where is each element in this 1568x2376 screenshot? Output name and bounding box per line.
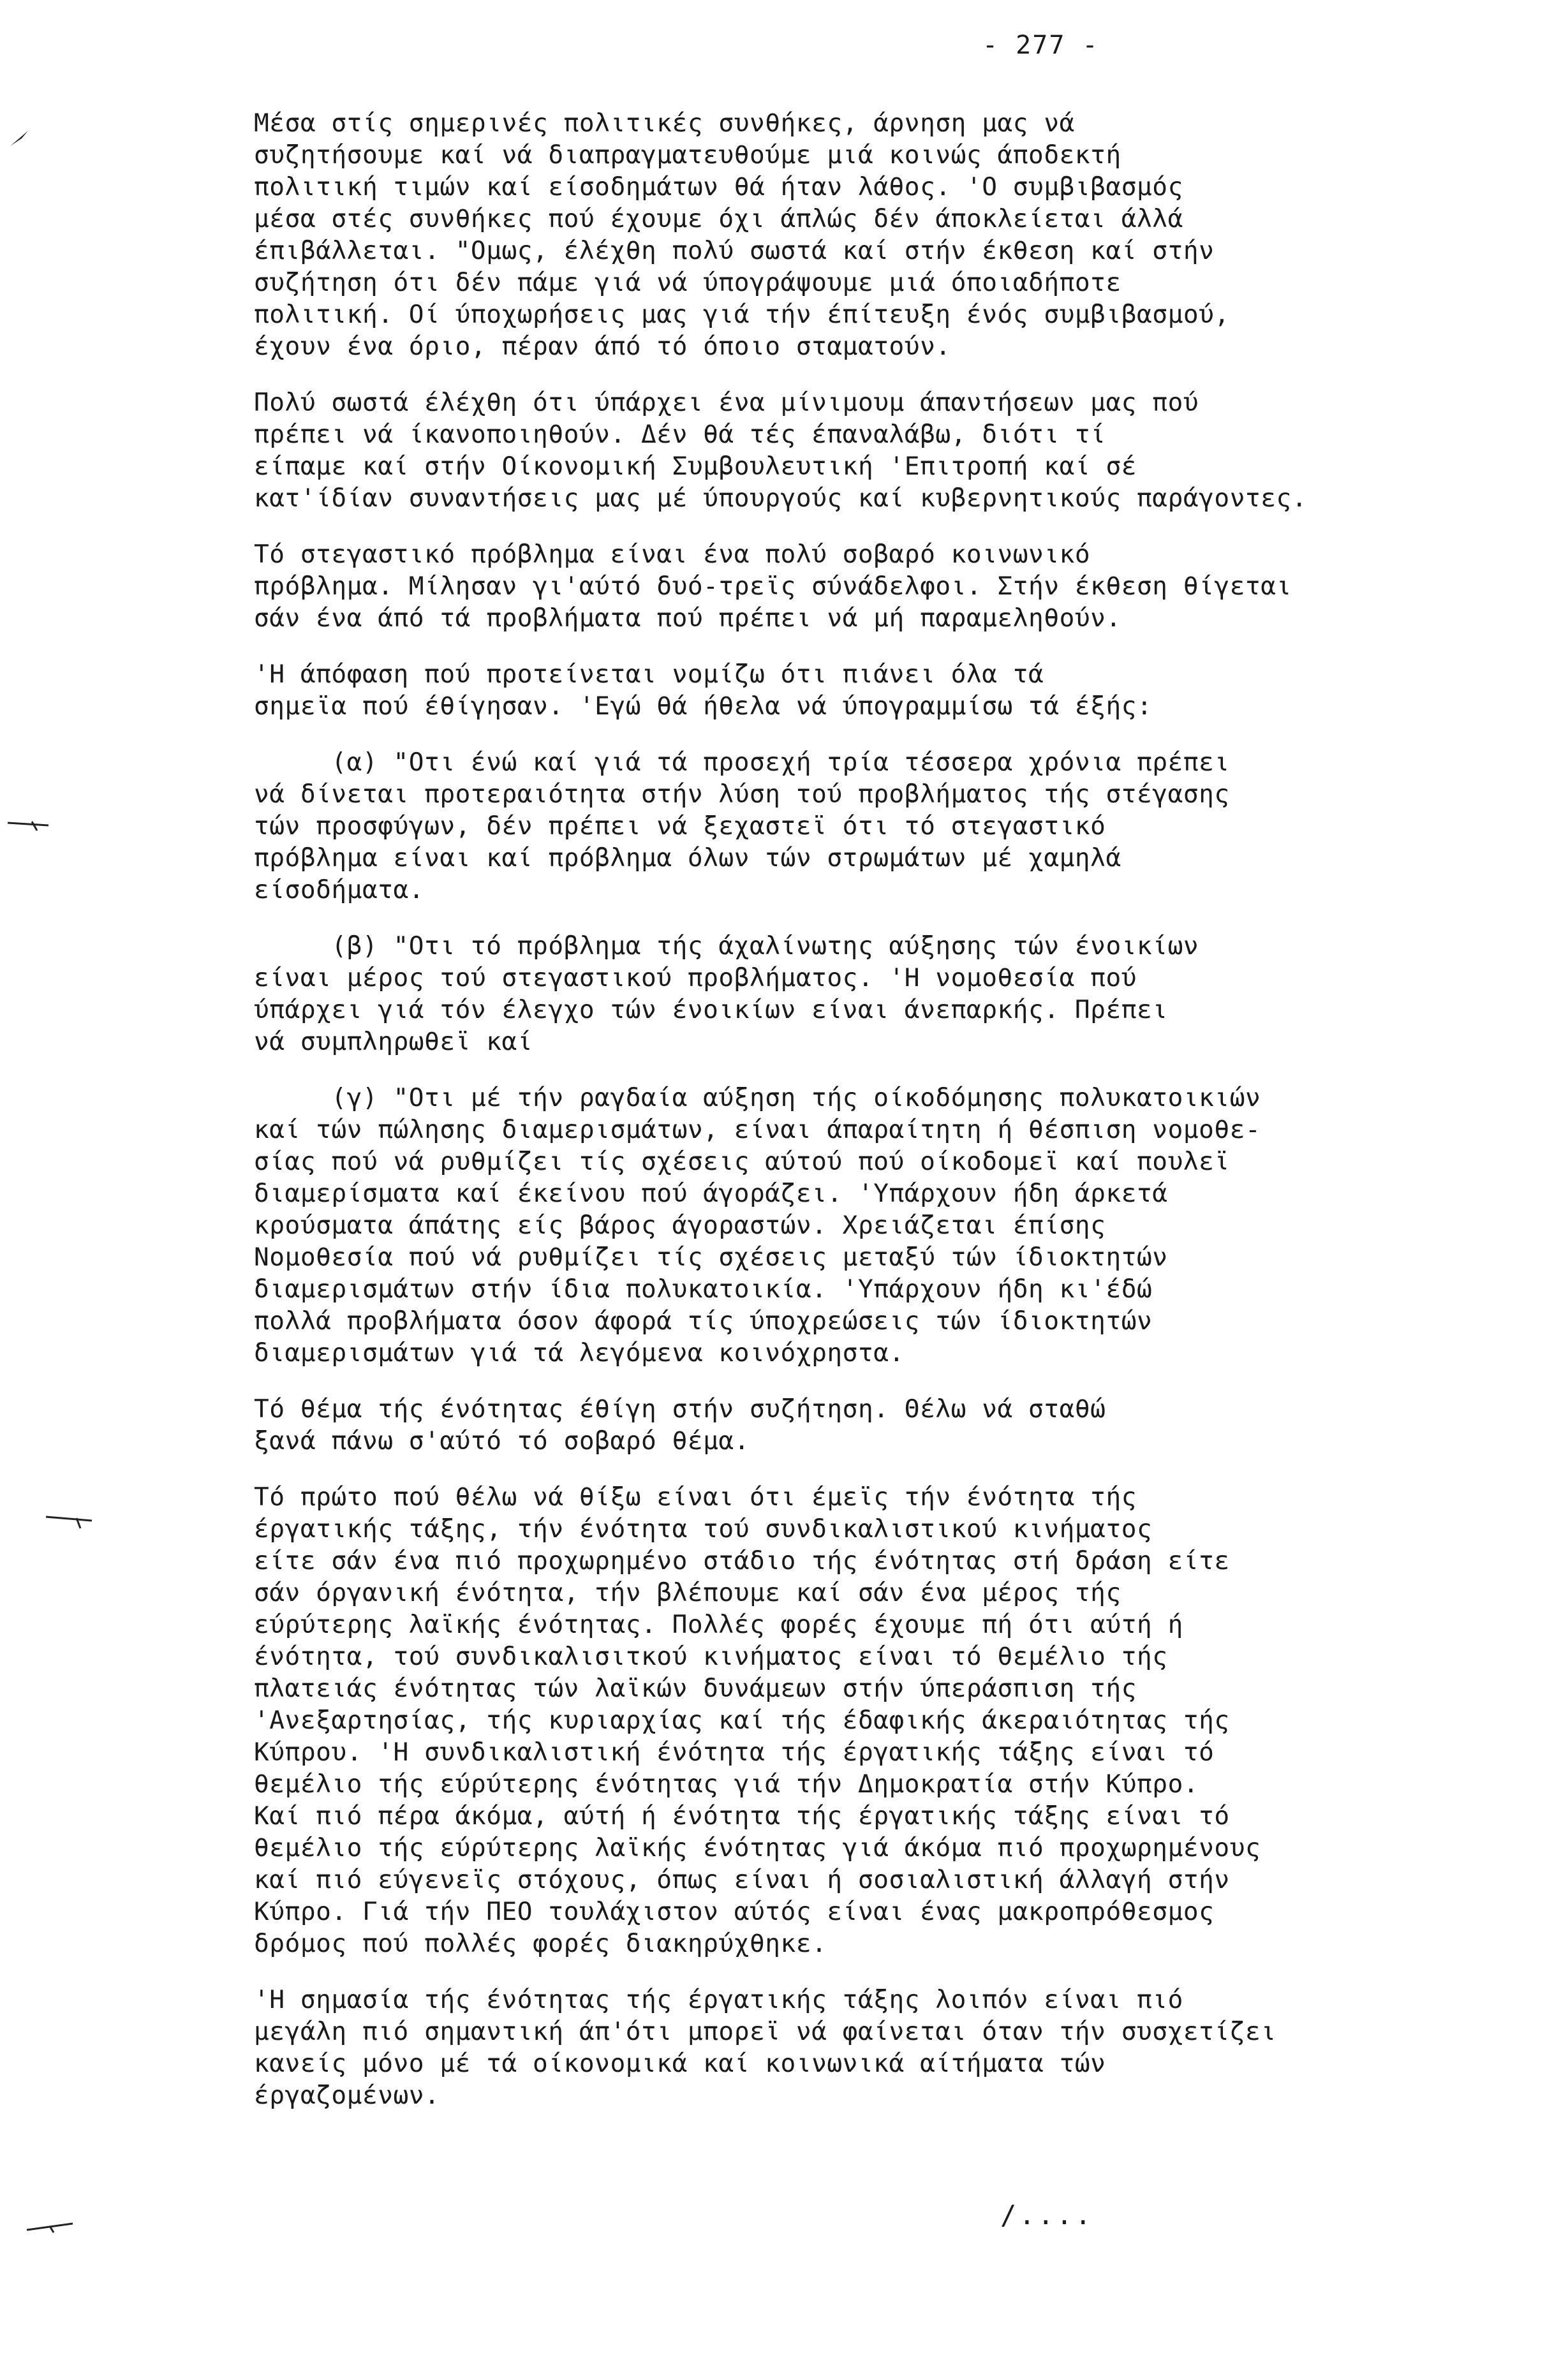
text-line: Τό στεγαστικό πρόβλημα είναι ένα πολύ σοβαρό κοινωνικό — [254, 540, 1091, 569]
text-line: είναι μέρος τού στεγαστικού προβλήματος. 'Η νομοθεσία πού — [254, 963, 1137, 992]
margin-tick-mark-1 — [8, 124, 33, 150]
text-line: είσοδήματα. — [254, 875, 425, 904]
text-line: Τό πρώτο πού θέλω νά θίξω είναι ότι έμεϊς τήν ένότητα τής — [254, 1482, 1137, 1512]
text-line: θεμέλιο τής εύρύτερης ένότητας γιά τήν Δημοκρατία στήν Κύπρο. — [254, 1769, 1199, 1799]
text-line: πρόβλημα. Μίλησαν γι'αύτό δυό-τρεϊς σύνάδελφοι. Στήν έκθεση θίγεται — [254, 572, 1292, 601]
text-line: 'Ανεξαρτησίας, τής κυριαρχίας καί τής έδαφικής άκεραιότητας τής — [254, 1706, 1230, 1735]
text-line: 'Η σημασία τής ένότητας τής έργατικής τάξης λοιπόν είναι πιό — [254, 1985, 1183, 2014]
paragraph — [254, 538, 1555, 634]
text-line: έπιβάλλεται. "Ομως, έλέχθη πολύ σωστά καί στήν έκθεση καί στήν — [254, 236, 1215, 265]
paragraph — [254, 1481, 1555, 1959]
paragraph-item-c — [254, 1082, 1555, 1369]
text-line: συζητήσουμε καί νά διαπραγματευθούμε μιά κοινώς άποδεκτή — [254, 140, 1121, 170]
text-line: πολιτική. Οί ύποχωρήσεις μας γιά τήν έπίτευξη ένός συμβιβασμού, — [254, 300, 1230, 329]
text-line: πρόβλημα είναι καί πρόβλημα όλων τών στρωμάτων μέ χαμηλά — [254, 843, 1121, 873]
text-line: διαμερίσματα καί έκείνου πού άγοράζει. 'Υπάρχουν ήδη άρκετά — [254, 1179, 1168, 1208]
paragraph — [254, 107, 1555, 362]
text-line: εύρύτερης λαϊκής ένότητας. Πολλές φορές έχουμε πή ότι αύτή ή — [254, 1610, 1183, 1639]
text-line: πλατειάς ένότητας τών λαϊκών δυνάμεων στήν ύπεράσπιση τής — [254, 1674, 1137, 1703]
text-line: θεμέλιο τής εύρύτερης λαϊκής ένότητας γιά άκόμα πιό προχωρημένους — [254, 1833, 1261, 1863]
text-line: κανείς μόνο μέ τά οίκονομικά καί κοινωνικά αίτήματα τών — [254, 2049, 1106, 2078]
text-line: καί πιό εύγενεϊς στόχους, όπως είναι ή σοσιαλιστική άλλαγή στήν — [254, 1865, 1230, 1894]
text-line: σίας πού νά ρυθμίζει τίς σχέσεις αύτού πού οίκοδομεϊ καί πουλεϊ — [254, 1147, 1230, 1176]
text-line: Μέσα στίς σημερινές πολιτικές συνθήκες, άρνηση μας νά — [254, 108, 1075, 138]
margin-tick-mark-2 — [6, 815, 51, 834]
text-line: Κύπρου. 'Η συνδικαλιστική ένότητα τής έργατικής τάξης είναι τό — [254, 1738, 1215, 1767]
paragraph-item-b — [254, 930, 1555, 1058]
document-body — [254, 107, 1555, 2136]
text-line: (α) "Οτι ένώ καί γιά τά προσεχή τρία τέσσερα χρόνια πρέπει — [254, 748, 1230, 777]
text-line: ξανά πάνω σ'αύτό τό σοβαρό θέμα. — [254, 1426, 750, 1456]
text-line: ύπάρχει γιά τόν έλεγχο τών ένοικίων είναι άνεπαρκής. Πρέπει — [254, 995, 1168, 1024]
text-line: έχουν ένα όριο, πέραν άπό τό όποιο σταματούν. — [254, 332, 951, 361]
text-line: τών προσφύγων, δέν πρέπει νά ξεχαστεϊ ότι τό στεγαστικό — [254, 811, 1106, 841]
text-line: σάν όργανική ένότητα, τήν βλέπουμε καί σάν ένα μέρος τής — [254, 1578, 1121, 1607]
text-line: καί τών πώλησης διαμερισμάτων, είναι άπαραίτητη ή θέσπιση νομοθε- — [254, 1115, 1261, 1144]
text-line: συζήτηση ότι δέν πάμε γιά νά ύπογράψουμε μιά όποιαδήποτε — [254, 268, 1121, 297]
paragraph-item-a — [254, 746, 1555, 906]
text-line: νά συμπληρωθεϊ καί — [254, 1027, 533, 1056]
paragraph — [254, 1393, 1555, 1457]
page-number: - 277 - — [982, 31, 1099, 60]
text-line: σημεϊα πού έθίγησαν. 'Εγώ θά ήθελα νά ύπογραμμίσω τά έξής: — [254, 691, 1153, 721]
text-line: Πολύ σωστά έλέχθη ότι ύπάρχει ένα μίνιμουμ άπαντήσεων μας πού — [254, 388, 1199, 417]
text-line: Κύπρο. Γιά τήν ΠΕΟ τουλάχιστον αύτός είναι ένας μακροπρόθεσμος — [254, 1897, 1215, 1926]
text-line: δρόμος πού πολλές φορές διακηρύχθηκε. — [254, 1929, 827, 1958]
text-line: είτε σάν ένα πιό προχωρημένο στάδιο τής ένότητας στή δράση είτε — [254, 1546, 1230, 1575]
text-line: νά δίνεται προτεραιότητα στήν λύση τού προβλήματος τής στέγασης — [254, 779, 1230, 809]
paragraph — [254, 387, 1555, 514]
text-line: πρέπει νά ίκανοποιηθούν. Δέν θά τές έπαναλάβω, διότι τί — [254, 420, 1106, 449]
margin-tick-mark-3 — [45, 1512, 96, 1531]
text-line: έργατικής τάξης, τήν ένότητα τού συνδικαλιστικού κινήματος — [254, 1514, 1153, 1544]
text-line: είπαμε καί στήν Οίκονομική Συμβουλευτική 'Επιτροπή καί σέ — [254, 452, 1137, 481]
text-line: 'Η άπόφαση πού προτείνεται νομίζω ότι πιάνει όλα τά — [254, 660, 1044, 689]
text-line: μέσα στές συνθήκες πού έχουμε όχι άπλώς δέν άποκλείεται άλλά — [254, 204, 1183, 233]
continuation-mark: /.... — [1000, 2199, 1094, 2231]
text-line: διαμερισμάτων στήν ίδια πολυκατοικία. 'Υπάρχουν ήδη κι'έδώ — [254, 1274, 1153, 1304]
text-line: κατ'ίδίαν συναντήσεις μας μέ ύπουργούς καί κυβερνητικούς παράγοντες. — [254, 483, 1308, 513]
text-line: Τό θέμα τής ένότητας έθίγη στήν συζήτηση. Θέλω νά σταθώ — [254, 1394, 1106, 1424]
text-line: Καί πιό πέρα άκόμα, αύτή ή ένότητα τής έργατικής τάξης είναι τό — [254, 1801, 1230, 1831]
text-line: πολλά προβλήματα όσον άφορά τίς ύποχρεώσεις τών ίδιοκτητών — [254, 1306, 1153, 1336]
paragraph — [254, 658, 1555, 722]
text-line: σάν ένα άπό τά προβλήματα πού πρέπει νά μή παραμεληθούν. — [254, 603, 1121, 633]
text-line: πολιτική τιμών καί είσοδημάτων θά ήταν λάθος. 'Ο συμβιβασμός — [254, 172, 1183, 202]
margin-tick-mark-4 — [26, 2218, 77, 2238]
text-line: έργαζομένων. — [254, 2081, 440, 2110]
text-line: ένότητα, τού συνδικαλισιτκού κινήματος είναι τό θεμέλιο τής — [254, 1642, 1168, 1671]
text-line: Νομοθεσία πού νά ρυθμίζει τίς σχέσεις μεταξύ τών ίδιοκτητών — [254, 1243, 1168, 1272]
text-line: μεγάλη πιό σημαντική άπ'ότι μπορεϊ νά φαίνεται όταν τήν συσχετίζει — [254, 2017, 1276, 2046]
paragraph — [254, 1984, 1555, 2111]
text-line: (γ) "Οτι μέ τήν ραγδαία αύξηση τής οίκοδόμησης πολυκατοικιών — [254, 1083, 1261, 1112]
text-line: (β) "Οτι τό πρόβλημα τής άχαλίνωτης αύξησης τών ένοικίων — [254, 931, 1199, 961]
text-line: διαμερισμάτων γιά τά λεγόμενα κοινόχρηστα. — [254, 1338, 905, 1368]
text-line: κρούσματα άπάτης είς βάρος άγοραστών. Χρειάζεται έπίσης — [254, 1211, 1106, 1240]
